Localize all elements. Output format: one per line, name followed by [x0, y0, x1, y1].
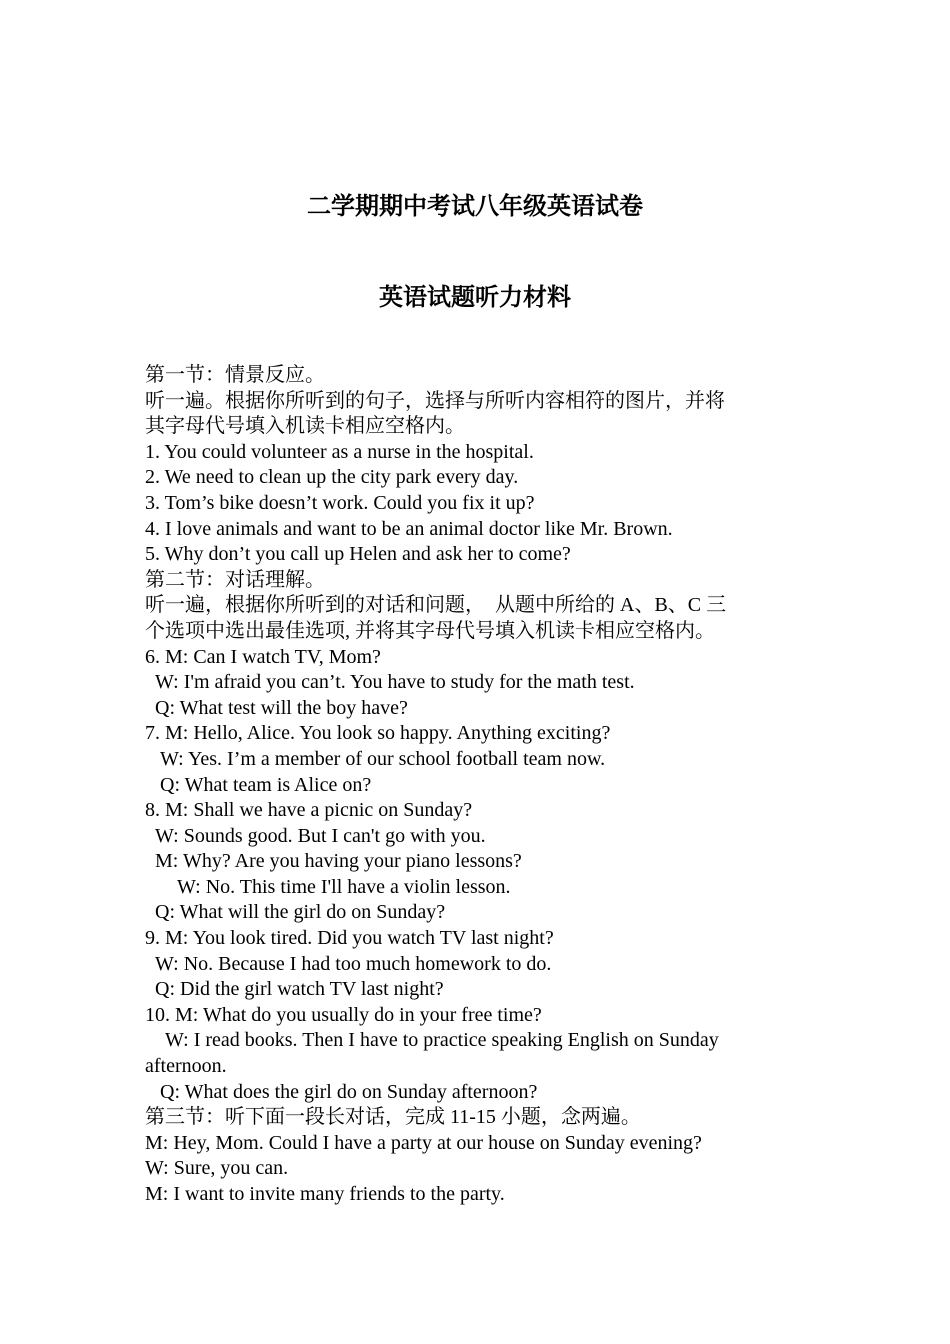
q8-woman-1: W: Sounds good. But I can't go with you.: [155, 824, 486, 847]
q8-question: Q: What will the girl do on Sunday?: [155, 901, 446, 924]
q10-woman-line1: W: I read books. Then I have to practice speaking English on Sunday: [165, 1029, 719, 1052]
q10-question: Q: What does the girl do on Sunday afternoon?: [160, 1080, 538, 1103]
q9-question: Q: Did the girl watch TV last night?: [155, 978, 444, 1001]
q7-question: Q: What team is Alice on?: [160, 773, 372, 796]
item-5: 5. Why don’t you call up Helen and ask her to come?: [145, 543, 571, 566]
section2-instruction-line2: 个选项中选出最佳选项, 并将其字母代号填入机读卡相应空格内。: [145, 619, 715, 642]
item-2: 2. We need to clean up the city park every day.: [145, 466, 519, 489]
section3-heading: 第三节：听下面一段长对话，完成 11-15 小题，念两遍。: [145, 1106, 641, 1129]
q7-woman: W: Yes. I’m a member of our school football team now.: [160, 747, 606, 770]
q6-question: Q: What test will the boy have?: [155, 696, 408, 719]
section1-instruction-line1: 听一遍。根据你所听到的句子，选择与所听内容相符的图片，并将: [145, 389, 725, 412]
q6-man: 6. M: Can I watch TV, Mom?: [145, 645, 381, 668]
dialogue-line-2: W: Sure, you can.: [145, 1157, 289, 1180]
section2-instruction-line1: 听一遍，根据你所听到的对话和问题， 从题中所给的 A、B、C 三: [145, 594, 727, 617]
page-title: 二学期期中考试八年级英语试卷: [307, 194, 643, 220]
page-subtitle: 英语试题听力材料: [379, 285, 571, 311]
item-1: 1. You could volunteer as a nurse in the hospital.: [145, 440, 534, 463]
dialogue-line-1: M: Hey, Mom. Could I have a party at our house on Sunday evening?: [145, 1131, 702, 1154]
dialogue-line-3: M: I want to invite many friends to the party.: [145, 1183, 505, 1205]
q8-woman-2: W: No. This time I'll have a violin lesson.: [177, 875, 511, 898]
section2-heading: 第二节：对话理解。: [145, 568, 325, 591]
section1-instruction-line2: 其字母代号填入机读卡相应空格内。: [145, 415, 465, 438]
listening-material: [145, 363, 805, 1208]
q10-woman-line2: afternoon.: [145, 1055, 227, 1078]
item-3: 3. Tom’s bike doesn’t work. Could you fix it up?: [145, 491, 535, 514]
q8-man-1: 8. M: Shall we have a picnic on Sunday?: [145, 799, 473, 822]
q10-man: 10. M: What do you usually do in your free time?: [145, 1003, 542, 1026]
item-4: 4. I love animals and want to be an animal doctor like Mr. Brown.: [145, 517, 673, 540]
q9-man: 9. M: You look tired. Did you watch TV last night?: [145, 927, 554, 950]
q6-woman: W: I'm afraid you can’t. You have to study for the math test.: [155, 671, 635, 694]
section1-heading: 第一节：情景反应。: [145, 364, 325, 386]
q7-man: 7. M: Hello, Alice. You look so happy. Anything exciting?: [145, 722, 611, 745]
q9-woman: W: No. Because I had too much homework to do.: [155, 952, 552, 975]
q8-man-2: M: Why? Are you having your piano lessons?: [155, 850, 522, 873]
